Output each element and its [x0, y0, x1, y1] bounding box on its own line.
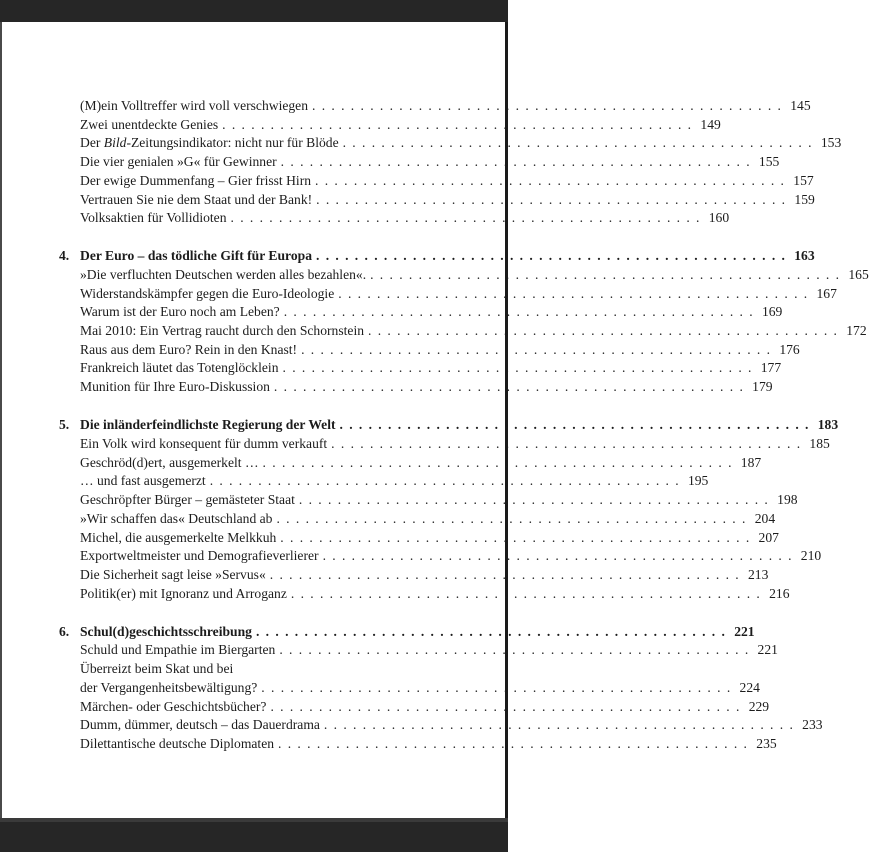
toc-entry-title: Ein Volk wird konsequent für dumm verkauft	[80, 436, 328, 451]
toc-entry-page: 233	[802, 717, 823, 732]
toc-entry	[80, 472, 709, 490]
toc-entry-title: Politik(er) mit Ignoranz und Arroganz	[80, 586, 287, 601]
toc-entry-title: Überreizt beim Skat und bei	[80, 661, 234, 676]
toc-chapter-heading	[59, 416, 839, 434]
toc-entry-title: Michel, die ausgemerkelte Melkkuh	[80, 530, 277, 545]
toc-entry-page: 179	[752, 379, 773, 394]
toc-entry	[80, 679, 760, 697]
dot-leader: .................................................	[312, 98, 788, 113]
dot-leader: .................................................	[209, 473, 685, 488]
toc-entry-title: Dumm, dümmer, deutsch – das Dauerdrama	[80, 717, 320, 732]
toc-entry	[80, 359, 782, 377]
toc-entry-title: Vertrauen Sie nie dem Staat und der Bank!	[80, 192, 313, 207]
toc-entry-title: Munition für Ihre Euro-Diskussion	[80, 379, 270, 394]
dot-leader: .................................................	[269, 567, 745, 582]
toc-entry	[80, 529, 779, 547]
dot-leader: .................................................	[342, 135, 818, 150]
chapter-number: 6.	[59, 624, 70, 639]
toc-entry-first-line	[80, 660, 454, 678]
toc-entry-title: »Wir schaffen das« Deutschland ab	[80, 511, 273, 526]
toc-entry	[80, 341, 800, 359]
toc-entry-page: 169	[761, 304, 783, 319]
toc-entry	[80, 172, 814, 190]
toc-entry-title: Frankreich läutet das Totenglöcklein	[80, 360, 279, 375]
toc-entry-page: 159	[794, 192, 815, 207]
dot-leader: .................................................	[270, 699, 746, 714]
toc-entry-title: Die Sicherheit sagt leise »Servus«	[80, 567, 266, 582]
dot-leader: .................................................	[262, 455, 738, 470]
bottom-dark-border	[0, 818, 508, 852]
toc-entry	[80, 454, 762, 472]
dot-leader: .................................................	[316, 192, 792, 207]
toc-entry	[80, 585, 790, 603]
toc-entry	[80, 735, 777, 753]
title-prefix: Der	[80, 135, 104, 150]
toc-entry-title: Zwei unentdeckte Genies	[80, 117, 219, 132]
toc-entry	[80, 266, 869, 284]
toc-entry-page: 145	[790, 98, 811, 113]
dot-leader: .................................................	[316, 248, 792, 263]
toc-entry-title: Dilettantische deutsche Diplomaten	[80, 736, 275, 751]
toc-entry	[80, 435, 830, 453]
toc-entry-page: 207	[758, 530, 779, 545]
toc-entry-page: 204	[754, 511, 776, 526]
toc-entry-page: 167	[816, 286, 837, 301]
toc-entry-title: Schuld und Empathie im Biergarten	[80, 642, 276, 657]
toc-entry-title: Warum ist der Euro noch am Leben?	[80, 304, 280, 319]
toc-entry	[80, 303, 783, 321]
dot-leader: .................................................	[338, 286, 814, 301]
chapter-title: Der Euro – das tödliche Gift für Europa	[80, 248, 312, 263]
toc-entry-title: Die vier genialen »G« für Gewinner	[80, 154, 277, 169]
toc-entry-page: 177	[760, 360, 782, 375]
toc-entry	[80, 322, 867, 340]
chapter-page: 163	[794, 248, 815, 263]
dot-leader: .................................................	[280, 154, 756, 169]
toc-entry-title: Geschröd(d)ert, ausgemerkelt …	[80, 455, 259, 470]
chapter-page: 221	[734, 624, 755, 639]
dot-leader: .................................................	[280, 530, 756, 545]
toc-entry-page: 185	[809, 436, 830, 451]
dot-leader: .................................................	[322, 548, 798, 563]
title-suffix: -Zeitungsindikator: nicht nur für Blöde	[126, 135, 339, 150]
dot-leader: .................................................	[261, 680, 737, 695]
dot-leader: .................................................	[331, 436, 807, 451]
toc-entry	[80, 209, 730, 227]
toc-entry-title: (M)ein Volltreffer wird voll verschwiegen	[80, 98, 309, 113]
toc-entry-page: 195	[687, 473, 709, 488]
toc-entry	[80, 641, 778, 659]
toc-entry-page: 216	[769, 586, 790, 601]
dot-leader: .................................................	[301, 342, 777, 357]
dot-leader: .................................................	[278, 736, 754, 751]
toc-entry-title: Der ewige Dummenfang – Gier frisst Hirn	[80, 173, 312, 188]
toc-entry-page: 157	[793, 173, 814, 188]
toc-entry	[80, 566, 769, 584]
toc-entry-title: … und fast ausgemerzt	[80, 473, 206, 488]
toc-entry-title: Raus aus dem Euro? Rein in den Knast!	[80, 342, 298, 357]
dot-leader: .................................................	[230, 210, 706, 225]
toc-entry	[80, 134, 842, 152]
toc-entry-page: 160	[708, 210, 730, 225]
dot-leader: .................................................	[290, 586, 767, 601]
dot-leader: .................................................	[255, 624, 732, 639]
toc-entry-title: »Die verfluchten Deutschen werden alles bezahlen«.	[80, 267, 367, 282]
toc-entry	[80, 191, 815, 209]
toc-entry	[80, 510, 776, 528]
toc-entry-title: Volksaktien für Vollidioten	[80, 210, 227, 225]
toc-entry-page: 176	[779, 342, 800, 357]
toc-chapter-heading	[59, 247, 815, 265]
toc-entry-page: 229	[748, 699, 770, 714]
toc-entry	[80, 285, 837, 303]
dot-leader: .................................................	[283, 304, 759, 319]
toc-entry-title: Mai 2010: Ein Vertrag raucht durch den Schornstein	[80, 323, 365, 338]
chapter-page: 183	[817, 417, 839, 432]
dot-leader: .................................................	[279, 642, 755, 657]
dot-leader: .................................................	[298, 492, 775, 507]
toc-entry-page: 210	[800, 548, 822, 563]
dot-leader: .................................................	[323, 717, 800, 732]
chapter-number: 5.	[59, 417, 70, 432]
toc-entry-page: 153	[820, 135, 842, 150]
toc-entry-page: 172	[846, 323, 867, 338]
toc-entry	[80, 378, 773, 396]
toc-entry	[80, 153, 780, 171]
toc-entry-page: 155	[758, 154, 780, 169]
dot-leader: .................................................	[276, 511, 752, 526]
toc-entry	[80, 698, 770, 716]
dot-leader: .................................................	[273, 379, 750, 394]
toc-entry-page: 221	[757, 642, 778, 657]
dot-leader: .................................................	[315, 173, 791, 188]
toc-entry-page: 213	[747, 567, 769, 582]
toc-chapter-heading	[59, 623, 755, 641]
toc-entry-page: 235	[756, 736, 777, 751]
chapter-number: 4.	[59, 248, 70, 263]
toc-entry-page: 149	[700, 117, 721, 132]
dot-leader: .................................................	[339, 417, 815, 432]
toc-entry-title	[80, 134, 339, 152]
toc-entry-title: Geschröpfter Bürger – gemästeter Staat	[80, 492, 295, 507]
toc-entry	[80, 116, 721, 134]
toc-entry-page: 224	[739, 680, 760, 695]
toc-entry-title: der Vergangenheitsbewältigung?	[80, 680, 258, 695]
toc-entry-page: 187	[740, 455, 762, 470]
chapter-title: Die inländerfeindlichste Regierung der Welt	[80, 417, 336, 432]
toc-entry	[80, 547, 822, 565]
dot-leader: .................................................	[368, 323, 844, 338]
bottom-border-edge	[0, 818, 508, 822]
toc-entry	[80, 491, 798, 509]
dot-leader: .................................................	[370, 267, 846, 282]
toc-entry-title: Märchen- oder Geschichtsbücher?	[80, 699, 267, 714]
dot-leader: .................................................	[222, 117, 698, 132]
dot-leader: .................................................	[282, 360, 758, 375]
toc-entry-title: Widerstandskämpfer gegen die Euro-Ideologie	[80, 286, 335, 301]
toc-entry	[80, 716, 823, 734]
toc-entry	[80, 97, 811, 115]
toc-entry-page: 198	[777, 492, 798, 507]
title-italic-part: Bild	[103, 135, 127, 150]
toc-entry-page: 165	[848, 267, 869, 282]
chapter-title: Schul(d)geschichtsschreibung	[80, 624, 252, 639]
toc-entry-title: Exportweltmeister und Demografieverlierer	[80, 548, 319, 563]
